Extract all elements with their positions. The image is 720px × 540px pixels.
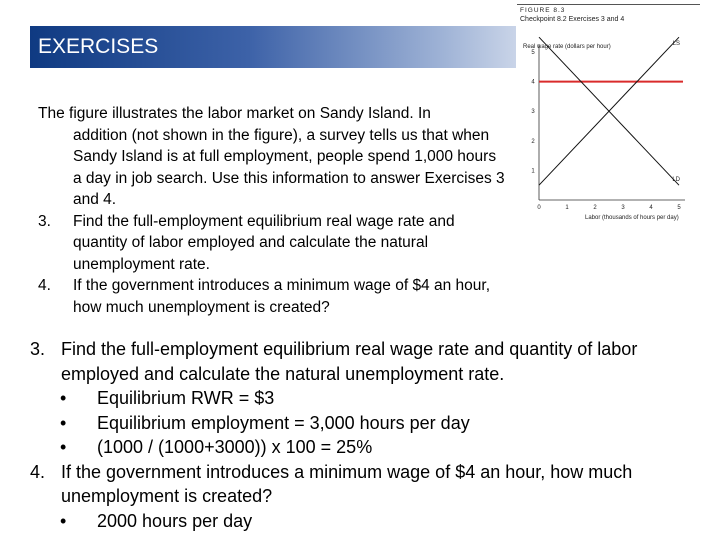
x-axis-label: Labor (thousands of hours per day) — [585, 215, 679, 221]
figure-caption-label: FIGURE 8.3 — [520, 7, 566, 14]
bullet-icon: • — [60, 412, 67, 433]
intro-text — [38, 103, 508, 318]
answer-question-number: 4. — [30, 461, 46, 482]
answer-bullet — [30, 386, 710, 411]
bullet-icon: • — [60, 388, 67, 408]
page-title: EXERCISES — [38, 35, 159, 58]
y-tick-label: 4 — [531, 79, 535, 86]
x-tick-label: 2 — [593, 205, 597, 211]
y-tick-label: 5 — [531, 50, 535, 56]
intro-item-number: 4. — [38, 277, 51, 294]
answers-section — [30, 337, 710, 533]
answer-bullet-text: Equilibrium employment = 3,000 hours per day — [97, 412, 470, 433]
x-tick-label: 5 — [677, 205, 681, 211]
answer-bullet-text: 2000 hours per day — [97, 510, 253, 531]
answer-bullet — [30, 435, 710, 460]
labor-market-chart — [517, 0, 700, 228]
intro-item-text: If the government introduces a minimum wage of $4 an hour, how much unemployment is created? — [73, 277, 491, 316]
answer-bullet-text: Equilibrium RWR = $3 — [97, 388, 275, 408]
bullet-icon: • — [60, 437, 67, 457]
answer-question-number: 3. — [30, 339, 46, 359]
x-tick-label: 1 — [565, 205, 569, 211]
answer-bullet — [30, 509, 710, 534]
intro-item-number: 3. — [38, 212, 51, 230]
intro-item — [38, 275, 508, 318]
answer-question — [30, 337, 710, 386]
intro-paragraph-first-line: The figure illustrates the labor market on Sandy Island. In — [38, 105, 431, 122]
intro-item — [38, 211, 508, 276]
x-tick-label: 4 — [649, 205, 653, 211]
bullet-icon: • — [60, 510, 67, 531]
title-banner — [30, 26, 516, 68]
y-axis-label: Real wage rate (dollars per hour) — [523, 44, 611, 50]
answer-bullet — [30, 411, 710, 436]
x-tick-label: 0 — [537, 205, 541, 211]
answer-bullet-text: (1000 / (1000+3000)) x 100 = 25% — [97, 437, 373, 457]
answer-question-text: Find the full-employment equilibrium real wage rate and quantity of labor employed and calculate the natural unemployment rate. — [61, 339, 638, 384]
figure-caption-title: Checkpoint 8.2 Exercises 3 and 4 — [520, 16, 625, 23]
series-label-ld: LD — [672, 177, 680, 184]
intro-paragraph-rest: addition (not shown in the figure), a survey tells us that when Sandy Island is at full employment, people spend 1,000 hours a day in job search. Use this information to answer Exercises 3 and 4. — [73, 126, 505, 208]
intro-item-text: Find the full-employment equilibrium real wage rate and quantity of labor employed and calculate the natural unemployment rate. — [73, 212, 455, 273]
answer-question-text: If the government introduces a minimum wage of $4 an hour, how much unemployment is created? — [61, 461, 633, 506]
y-tick-label: 2 — [531, 138, 535, 145]
x-tick-label: 3 — [621, 205, 625, 211]
y-tick-label: 3 — [531, 109, 535, 116]
answer-question — [30, 460, 710, 509]
labor-market-figure — [517, 0, 700, 228]
y-tick-label: 1 — [531, 168, 535, 175]
series-label-ls: LS — [672, 41, 680, 48]
